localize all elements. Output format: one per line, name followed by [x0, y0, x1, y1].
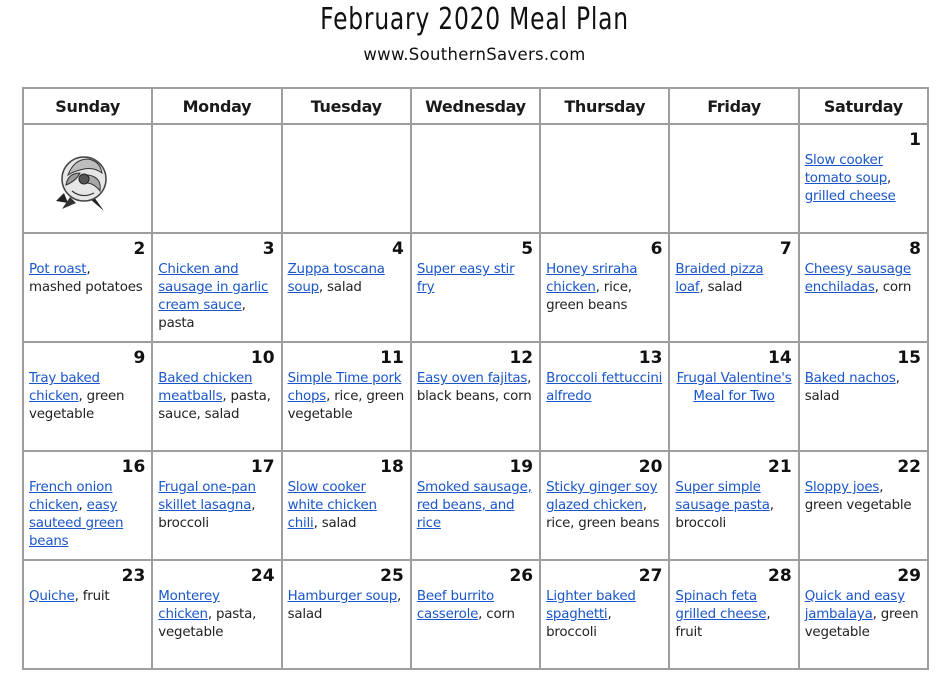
recipe-link[interactable]: Frugal one-pan skillet lasagna — [158, 480, 256, 513]
recipe-link[interactable]: grilled cheese — [804, 189, 896, 204]
recipe-link[interactable]: Slow cooker white chicken chili — [287, 480, 377, 531]
weekday-saturday: Saturday — [799, 88, 928, 124]
day-number: 6 — [650, 239, 663, 259]
day-cell-10 — [152, 342, 281, 451]
weekday-tuesday: Tuesday — [282, 88, 411, 124]
recipe-link[interactable]: Lighter baked spaghetti — [546, 589, 636, 622]
recipe-link[interactable]: Tray baked chicken — [29, 371, 100, 404]
meal-entry — [417, 370, 534, 406]
recipe-link[interactable]: Cheesy sausage enchiladas — [804, 262, 911, 295]
recipe-link[interactable]: Super easy stir fry — [416, 262, 515, 295]
recipe-link[interactable]: Easy oven fajitas — [416, 371, 528, 386]
meal-entry — [29, 588, 146, 606]
side-dish-text: , rice, green beans — [546, 280, 632, 313]
meal-entry — [417, 479, 534, 533]
recipe-link[interactable]: Quick and easy jambalaya — [804, 589, 905, 622]
side-dish-text: , broccoli — [675, 498, 774, 531]
recipe-link[interactable]: Slow cooker tomato soup — [804, 153, 888, 186]
recipe-link[interactable]: Frugal Valentine's Meal for Two — [676, 371, 792, 404]
meal-entry — [158, 479, 275, 533]
day-number: 5 — [521, 239, 534, 259]
meal-entry — [805, 152, 922, 206]
day-number: 14 — [768, 348, 792, 368]
side-dish-text: , pasta, sauce, salad — [158, 389, 271, 422]
day-cell-1 — [799, 124, 928, 233]
day-cell-4 — [282, 233, 411, 342]
day-cell-20 — [540, 451, 669, 560]
page-title: February 2020 Meal Plan — [320, 2, 629, 37]
meal-entry — [417, 261, 534, 297]
empty-day-cell — [540, 124, 669, 233]
side-dish-text: , black beans, corn — [416, 371, 532, 404]
recipe-link[interactable]: Sloppy joes — [804, 480, 880, 495]
meal-entry — [29, 370, 146, 424]
day-number: 29 — [897, 566, 921, 586]
day-cell-9 — [23, 342, 152, 451]
calendar-week-row — [23, 451, 928, 560]
day-cell-3 — [152, 233, 281, 342]
day-number: 17 — [250, 457, 275, 477]
side-dish-text: , corn — [874, 280, 912, 295]
day-cell-6 — [540, 233, 669, 342]
meal-entry — [805, 261, 922, 297]
weekday-monday: Monday — [152, 88, 281, 124]
meal-entry — [805, 479, 922, 515]
meal-entry — [546, 479, 663, 533]
day-number: 20 — [638, 457, 663, 477]
day-number: 15 — [897, 348, 921, 368]
recipe-link[interactable]: Spinach feta grilled cheese — [675, 589, 767, 622]
day-cell-26 — [411, 560, 540, 669]
day-number: 12 — [509, 348, 534, 368]
recipe-link[interactable]: Super simple sausage pasta — [675, 480, 770, 513]
day-number: 8 — [909, 239, 921, 259]
side-dish-text: , salad — [318, 280, 362, 295]
recipe-link[interactable]: Zuppa toscana soup — [287, 262, 385, 295]
side-dish-text: , green vegetable — [804, 480, 912, 513]
side-dish-text: , broccoli — [158, 498, 256, 531]
weekday-sunday: Sunday — [23, 88, 152, 124]
meal-entry — [158, 261, 275, 333]
side-dish-text: , salad — [804, 371, 900, 404]
day-cell-22 — [799, 451, 928, 560]
day-cell-27 — [540, 560, 669, 669]
recipe-link[interactable]: Beef burrito casserole — [416, 589, 495, 622]
weekday-header-row — [23, 88, 928, 124]
meal-entry — [546, 261, 663, 315]
meal-entry — [675, 479, 792, 533]
meal-entry — [158, 588, 275, 642]
day-cell-8 — [799, 233, 928, 342]
day-cell-5 — [411, 233, 540, 342]
calendar-grid — [22, 87, 929, 670]
meal-entry — [675, 370, 792, 406]
day-cell-24 — [152, 560, 281, 669]
weekday-wednesday: Wednesday — [411, 88, 540, 124]
side-dish-text: , fruit — [675, 607, 771, 640]
side-dish-text: , salad — [699, 280, 743, 295]
day-cell-16 — [23, 451, 152, 560]
day-cell-19 — [411, 451, 540, 560]
day-number: 26 — [509, 566, 534, 586]
recipe-link[interactable]: Sticky ginger soy glazed chicken — [546, 480, 658, 513]
day-number: 11 — [380, 348, 404, 368]
day-number: 23 — [121, 566, 146, 586]
day-number: 3 — [262, 239, 275, 259]
recipe-link[interactable]: Hamburger soup — [287, 589, 397, 604]
day-number: 2 — [133, 239, 146, 259]
recipe-link[interactable]: Simple Time pork chops — [287, 371, 402, 404]
meal-entry — [805, 588, 922, 642]
meal-entry — [546, 370, 663, 406]
day-number: 21 — [768, 457, 792, 477]
side-dish-text: , salad — [287, 589, 402, 622]
empty-day-cell — [669, 124, 798, 233]
recipe-link[interactable]: Baked chicken meatballs — [158, 371, 253, 404]
meal-entry — [288, 261, 405, 297]
calendar-week-row — [23, 124, 928, 233]
day-number: 16 — [121, 457, 146, 477]
day-number: 24 — [250, 566, 275, 586]
empty-day-cell — [411, 124, 540, 233]
recipe-link[interactable]: Smoked sausage, red beans, and rice — [416, 480, 532, 531]
recipe-link[interactable]: Broccoli fettuccini alfredo — [546, 371, 663, 404]
day-cell-23 — [23, 560, 152, 669]
empty-day-cell — [152, 124, 281, 233]
day-number: 22 — [897, 457, 921, 477]
empty-day-cell — [23, 124, 152, 233]
recipe-link[interactable]: French onion chicken — [29, 480, 113, 513]
side-dish-text: , — [78, 498, 87, 513]
day-number: 10 — [250, 348, 275, 368]
day-number: 25 — [380, 566, 404, 586]
website-url[interactable]: www.SouthernSavers.com — [363, 45, 586, 64]
day-number: 18 — [380, 457, 404, 477]
meal-entry — [29, 479, 146, 551]
side-dish-text: , fruit — [74, 589, 110, 604]
recipe-link[interactable]: Chicken and sausage in garlic cream sauce — [158, 262, 269, 313]
meal-entry — [288, 588, 405, 624]
calendar-week-row — [23, 342, 928, 451]
day-cell-29 — [799, 560, 928, 669]
day-number: 9 — [133, 348, 146, 368]
day-cell-21 — [669, 451, 798, 560]
day-cell-28 — [669, 560, 798, 669]
day-number: 7 — [779, 239, 792, 259]
meal-entry — [675, 588, 792, 642]
meal-entry — [288, 479, 405, 533]
side-dish-text: , broccoli — [546, 607, 612, 640]
meal-entry — [675, 261, 792, 297]
day-cell-18 — [282, 451, 411, 560]
meal-entry — [29, 261, 146, 297]
recipe-link[interactable]: Baked nachos — [804, 371, 896, 386]
meal-entry — [288, 370, 405, 424]
day-number: 28 — [768, 566, 792, 586]
meal-entry — [417, 588, 534, 624]
day-number: 1 — [909, 130, 921, 150]
day-number: 19 — [509, 457, 534, 477]
day-number: 13 — [638, 348, 663, 368]
day-cell-7 — [669, 233, 798, 342]
calendar-week-row — [23, 560, 928, 669]
side-dish-text: , pasta, vegetable — [158, 607, 257, 640]
day-cell-2 — [23, 233, 152, 342]
recipe-link[interactable]: Monterey chicken — [158, 589, 220, 622]
side-dish-text: , pasta — [158, 298, 246, 331]
day-cell-14 — [669, 342, 798, 451]
day-cell-17 — [152, 451, 281, 560]
recipe-link[interactable]: easy sauteed green beans — [29, 498, 124, 549]
weekday-friday: Friday — [669, 88, 798, 124]
day-number: 27 — [638, 566, 663, 586]
side-dish-text: , green vegetable — [804, 607, 919, 640]
day-cell-25 — [282, 560, 411, 669]
meal-entry — [805, 370, 922, 406]
magnolia-flower-icon — [54, 151, 112, 215]
day-cell-13 — [540, 342, 669, 451]
side-dish-text: , — [887, 171, 892, 186]
side-dish-text: , mashed potatoes — [29, 262, 143, 295]
recipe-link[interactable]: Honey sriraha chicken — [546, 262, 638, 295]
day-number: 4 — [392, 239, 404, 259]
recipe-link[interactable]: Braided pizza loaf — [675, 262, 764, 295]
side-dish-text: , salad — [313, 516, 357, 531]
side-dish-text: , rice, green beans — [546, 498, 660, 531]
recipe-link[interactable]: Pot roast — [29, 262, 87, 277]
day-cell-12 — [411, 342, 540, 451]
side-dish-text: , rice, green vegetable — [287, 389, 405, 422]
side-dish-text: , corn — [478, 607, 515, 622]
weekday-thursday: Thursday — [540, 88, 669, 124]
meal-entry — [546, 588, 663, 642]
side-dish-text: , green vegetable — [29, 389, 125, 422]
day-cell-15 — [799, 342, 928, 451]
day-cell-11 — [282, 342, 411, 451]
meal-entry — [158, 370, 275, 424]
recipe-link[interactable]: Quiche — [29, 589, 75, 604]
calendar-week-row — [23, 233, 928, 342]
empty-day-cell — [282, 124, 411, 233]
